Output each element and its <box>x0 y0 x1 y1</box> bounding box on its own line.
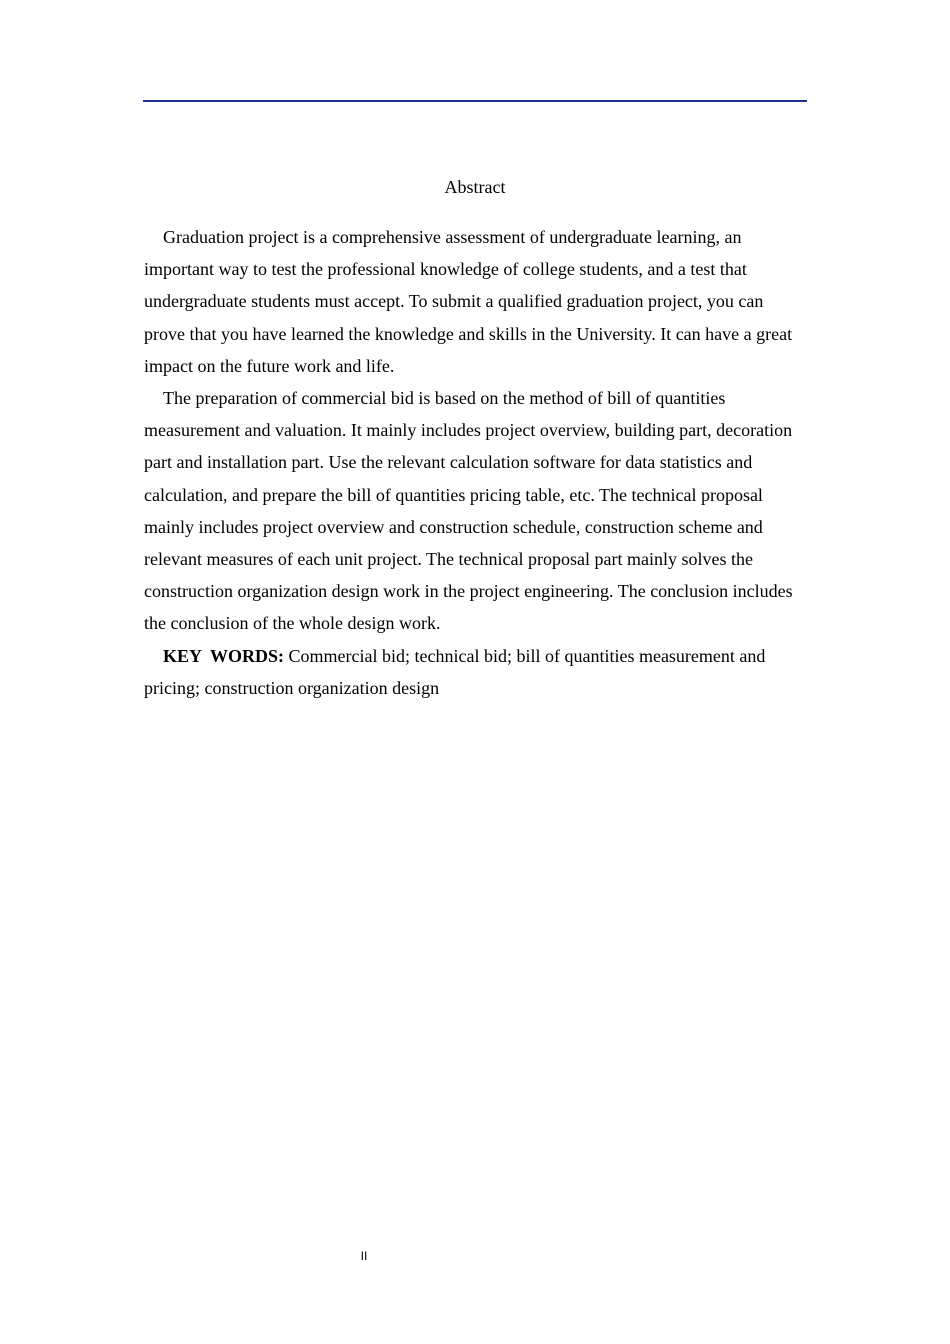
keywords-text: Commercial bid; technical bid; bill of quantities measurement and pricing; construction organization design <box>144 645 766 698</box>
keywords-label: KEY WORDS: <box>163 645 285 666</box>
page-number: II <box>360 1249 368 1263</box>
abstract-title: Abstract <box>444 177 506 197</box>
keywords-paragraph <box>144 640 808 704</box>
abstract-paragraph-1: Graduation project is a comprehensive assessment of undergraduate learning, an important way to test the professional knowledge of college students, and a test that undergraduate students must accept. To submit a qualified graduation project, you can prove that you have learned the knowledge and skills in the University. It can have a great impact on the future work and life. <box>144 227 793 376</box>
abstract-body <box>144 221 808 704</box>
abstract-paragraph-2: The preparation of commercial bid is based on the method of bill of quantities measurement and valuation. It mainly includes project overview, building part, decoration part and installation part. Use the relevant calculation software for data statistics and calculation, and prepare the bill of quantities pricing table, etc. The technical proposal mainly includes project overview and construction schedule, construction scheme and relevant measures of each unit project. The technical proposal part mainly solves the construction organization design work in the project engineering. The conclusion includes the conclusion of the whole design work. <box>144 388 793 634</box>
header-rule <box>143 100 807 102</box>
